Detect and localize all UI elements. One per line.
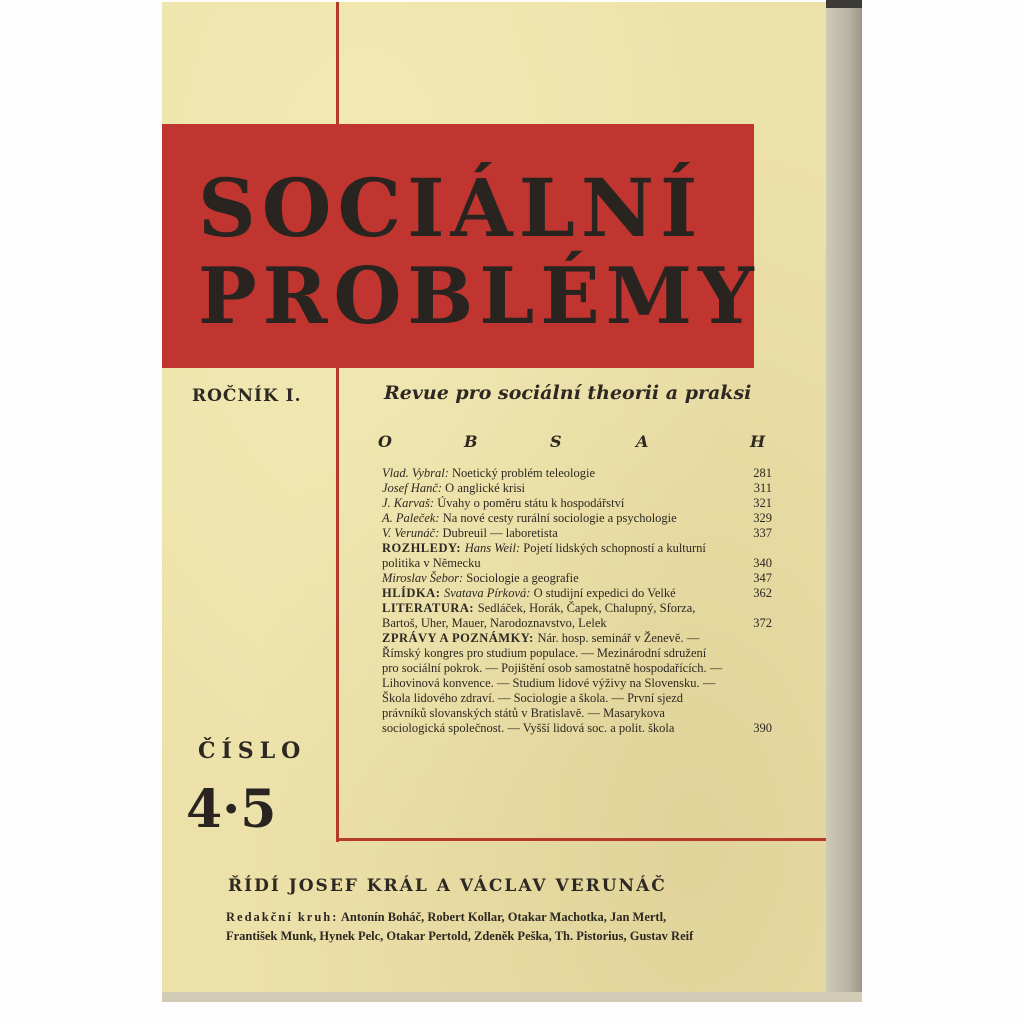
toc-page-number: 321 xyxy=(753,496,772,510)
toc-title: O studijní expedici do Velké xyxy=(533,586,676,600)
toc-title: Pojetí lidských schopností a kulturní politika v Německu xyxy=(382,541,706,570)
editorial-board xyxy=(226,908,818,946)
toc-page-number: 340 xyxy=(753,556,772,570)
toc-entry xyxy=(382,586,772,601)
toc-entry xyxy=(382,631,772,736)
toc-entry-text xyxy=(382,496,772,511)
title-line-1: SOCIÁLNÍ xyxy=(198,161,704,255)
toc-author: Svatava Pírková: xyxy=(444,586,534,600)
toc-page-number: 311 xyxy=(753,481,772,495)
toc-entry-text xyxy=(382,511,772,526)
toc-page-number: 337 xyxy=(753,526,772,540)
title-line-2: PROBLÉMY xyxy=(198,251,760,342)
toc-entry xyxy=(382,571,772,586)
toc-page-number: 390 xyxy=(753,721,772,735)
contents-letter: H xyxy=(750,432,766,451)
toc-entry xyxy=(382,511,772,526)
toc-entry-text xyxy=(382,466,772,481)
table-of-contents xyxy=(382,466,772,736)
toc-section-heading: LITERATURA: xyxy=(382,601,478,615)
contents-letter: A xyxy=(636,432,649,451)
editors-line: ŘÍDÍ JOSEF KRÁL A VÁCLAV VERUNÁČ xyxy=(228,876,667,896)
toc-author: A. Paleček: xyxy=(382,511,443,525)
toc-section-heading: ZPRÁVY A POZNÁMKY: xyxy=(382,631,538,645)
toc-entry xyxy=(382,496,772,511)
toc-entry-text xyxy=(382,541,772,571)
toc-title: Noetický problém teleologie xyxy=(452,466,596,480)
issue-label: ČÍSLO xyxy=(198,738,307,764)
toc-section-heading: HLÍDKA: xyxy=(382,586,444,600)
contents-heading xyxy=(378,432,768,452)
toc-title: Nár. hosp. seminář v Ženevě. — Římský kongres pro studium populace. — Mezinárodní sdružení pro sociální pokrok. — Pojištění osob samostatně hospodařících. — Lihovinová konvence. — Studium lidové výživy na Slovensku. — Škola lidového zdraví. — Sociologie a škola. — První sjezd právníků slovanských států v Bratislavě. — Masarykova sociologická společnost. — Vyšší lidová soc. a polit. škola xyxy=(382,631,723,735)
issue-number: 4·5 xyxy=(186,779,277,840)
toc-page-number: 329 xyxy=(753,511,772,525)
toc-section-heading: ROZHLEDY: xyxy=(382,541,465,555)
toc-entry xyxy=(382,481,772,496)
subtitle: Revue pro sociální theorii a praksi xyxy=(384,382,752,404)
toc-entry-text xyxy=(382,526,772,541)
toc-author: Vlad. Vybral: xyxy=(382,466,453,480)
board-names-1: Antonín Boháč, Robert Kollar, Otakar Machotka, Jan Mertl, xyxy=(340,910,667,924)
toc-title: Sociologie a geografie xyxy=(466,571,579,585)
toc-entry xyxy=(382,466,772,481)
magazine-cover xyxy=(162,2,826,992)
toc-author: Miroslav Šebor: xyxy=(382,571,467,585)
toc-page-number: 281 xyxy=(753,466,772,480)
toc-entry xyxy=(382,541,772,571)
toc-page-number: 347 xyxy=(753,571,772,585)
toc-entry-text xyxy=(382,631,772,736)
board-names-2: František Munk, Hynek Pelc, Otakar Pertold, Zdeněk Peška, Th. Pistorius, Gustav Reif xyxy=(226,929,694,943)
horizontal-rule xyxy=(336,838,826,841)
toc-author: V. Verunáč: xyxy=(382,526,443,540)
page-edge-bottom xyxy=(162,992,862,1002)
toc-title: O anglické krisi xyxy=(445,481,526,495)
toc-author: J. Karvaš: xyxy=(382,496,438,510)
toc-entry xyxy=(382,601,772,631)
toc-title: Dubreuil — laboretista xyxy=(442,526,558,540)
toc-entry-text xyxy=(382,481,772,496)
toc-title: Úvahy o poměru státu k hospodářství xyxy=(437,496,625,510)
toc-entry-text xyxy=(382,601,772,631)
volume-label: ROČNÍK I. xyxy=(192,386,302,406)
toc-title: Na nové cesty rurální sociologie a psychologie xyxy=(442,511,677,525)
contents-letter: S xyxy=(550,432,562,451)
toc-entry-text xyxy=(382,571,772,586)
toc-page-number: 362 xyxy=(753,586,772,600)
toc-author: Josef Hanč: xyxy=(382,481,446,495)
toc-entry xyxy=(382,526,772,541)
toc-title: Sedláček, Horák, Čapek, Chalupný, Sforza, Bartoš, Uher, Mauer, Narodoznavstvo, Lelek xyxy=(382,601,696,630)
contents-letter: B xyxy=(464,432,478,451)
toc-author: Hans Weil: xyxy=(464,541,524,555)
page-edge-shadow xyxy=(826,8,862,998)
board-label: Redakční kruh: xyxy=(226,910,339,924)
toc-entry-text xyxy=(382,586,772,601)
toc-page-number: 372 xyxy=(753,616,772,630)
contents-letter: O xyxy=(378,432,392,451)
